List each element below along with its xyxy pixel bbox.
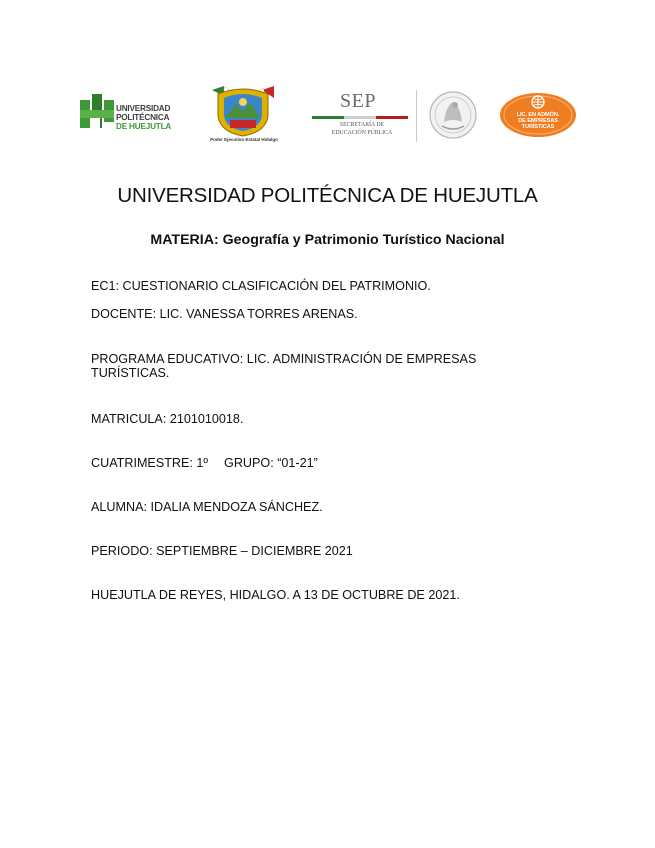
eagle-seal-icon — [428, 88, 478, 142]
lic-logo-line-1: LIC. EN ADMÓN. — [516, 112, 560, 118]
shield-icon — [206, 84, 280, 138]
coat-of-arms-logo — [428, 88, 478, 142]
sep-logo-subtitle-line-2: EDUCACIÓN PÚBLICA — [331, 130, 393, 136]
up-logo-line-1: UNIVERSIDAD — [116, 104, 171, 113]
sep-logo-title: SEP — [340, 90, 376, 112]
lic-logo-text — [504, 112, 572, 130]
alumna-line: ALUMNA: IDALIA MENDOZA SÁNCHEZ. — [91, 500, 323, 514]
grupo-value: GRUPO: “01-21” — [224, 456, 318, 470]
cuatrimestre-grupo-line — [91, 456, 318, 470]
docente-line: DOCENTE: LIC. VANESSA TORRES ARENAS. — [91, 307, 358, 321]
huejutla-shield-logo — [206, 84, 280, 150]
sep-logo-subtitle — [314, 121, 410, 137]
cuatrimestre-value: CUATRIMESTRE: 1º — [91, 456, 209, 470]
programa-line-1: PROGRAMA EDUCATIVO: LIC. ADMINISTRACIÓN DE EMPRESAS — [91, 352, 477, 366]
programa-line-2: TURÍSTICAS. — [91, 366, 170, 380]
lic-logo-line-3: TURÍSTICAS — [521, 124, 555, 130]
matricula-line: MATRICULA: 2101010018. — [91, 412, 244, 426]
sep-color-bar — [312, 116, 408, 119]
up-logo-line-3: DE HUEJUTLA — [116, 122, 172, 131]
up-emblem-icon — [78, 92, 118, 132]
sep-logo-subtitle-line-1: SECRETARÍA DE — [339, 122, 385, 128]
ec1-line: EC1: CUESTIONARIO CLASIFICACIÓN DEL PATRIMONIO. — [91, 279, 431, 293]
up-logo-line-2: POLITÉCNICA — [116, 113, 170, 122]
logo-header — [78, 84, 578, 150]
periodo-line: PERIODO: SEPTIEMBRE – DICIEMBRE 2021 — [91, 544, 353, 558]
programa-educativo — [91, 352, 476, 380]
logo-divider — [416, 90, 417, 142]
lic-logo-line-2: DE EMPRESAS — [518, 118, 558, 124]
materia-heading: MATERIA: Geografía y Patrimonio Turístico Nacional — [150, 232, 505, 248]
shield-caption: Poder Ejecutivo Estatal Hidalgo — [210, 137, 278, 142]
lugar-fecha-line: HUEJUTLA DE REYES, HIDALGO. A 13 DE OCTUBRE DE 2021. — [91, 588, 460, 602]
upolitecnica-logo — [78, 92, 186, 136]
upolitecnica-logo-text — [116, 104, 171, 131]
lic-empresas-turisticas-logo — [498, 92, 578, 138]
document-title: UNIVERSIDAD POLITÉCNICA DE HUEJUTLA — [117, 184, 538, 207]
sep-logo — [312, 88, 414, 142]
